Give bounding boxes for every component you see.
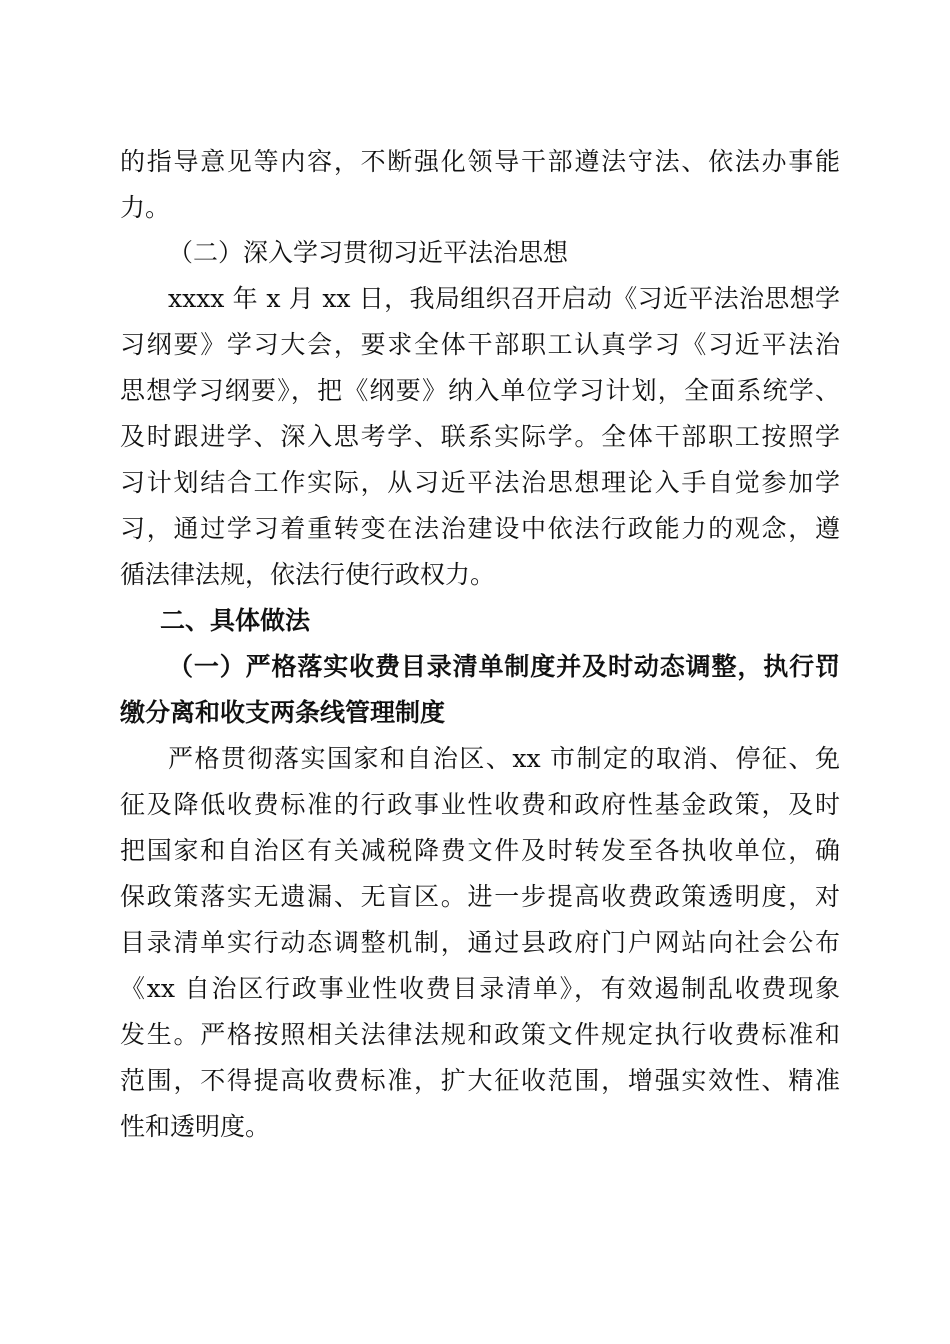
paragraph-line: 习纲要》学习大会，要求全体干部职工认真学习《习近平法治	[120, 330, 840, 359]
paragraph-line: 把国家和自治区有关减税降费文件及时转发至各执收单位，确	[120, 836, 840, 865]
subsection-heading: （一）严格落实收费目录清单制度并及时动态调整，执行罚	[168, 652, 840, 681]
paragraph-line: 发生。严格按照相关法律法规和政策文件规定执行收费标准和	[120, 1020, 840, 1049]
paragraph-line: 严格贯彻落实国家和自治区、xx 市制定的取消、停征、免	[168, 744, 840, 773]
paragraph-line: 性和透明度。	[120, 1112, 271, 1141]
paragraph-line: xxxx 年 x 月 xx 日，我局组织召开启动《习近平法治思想学	[168, 284, 840, 313]
paragraph-line: 及时跟进学、深入思考学、联系实际学。全体干部职工按照学	[120, 422, 840, 451]
paragraph-line: 目录清单实行动态调整机制，通过县政府门户网站向社会公布	[120, 928, 840, 957]
paragraph-line: 循法律法规，依法行使行政权力。	[120, 560, 496, 589]
subsection-heading: 缴分离和收支两条线管理制度	[120, 698, 446, 727]
paragraph-line: 保政策落实无遗漏、无盲区。进一步提高收费政策透明度，对	[120, 882, 840, 911]
paragraph-line: 范围，不得提高收费标准，扩大征收范围，增强实效性、精准	[120, 1066, 840, 1095]
paragraph-line: 力。	[120, 193, 171, 222]
subsection-heading: （二）深入学习贯彻习近平法治思想	[168, 238, 569, 267]
paragraph-line: 的指导意见等内容，不断强化领导干部遵法守法、依法办事能	[120, 147, 840, 176]
section-heading: 二、具体做法	[160, 606, 311, 635]
paragraph-line: 思想学习纲要》，把《纲要》纳入单位学习计划，全面系统学、	[120, 376, 840, 405]
paragraph-line: 习计划结合工作实际，从习近平法治思想理论入手自觉参加学	[120, 468, 840, 497]
paragraph-line: 征及降低收费标准的行政事业性收费和政府性基金政策，及时	[120, 790, 840, 819]
paragraph-line: 《xx 自治区行政事业性收费目录清单》，有效遏制乱收费现象	[120, 974, 840, 1003]
paragraph-line: 习，通过学习着重转变在法治建设中依法行政能力的观念，遵	[120, 514, 840, 543]
